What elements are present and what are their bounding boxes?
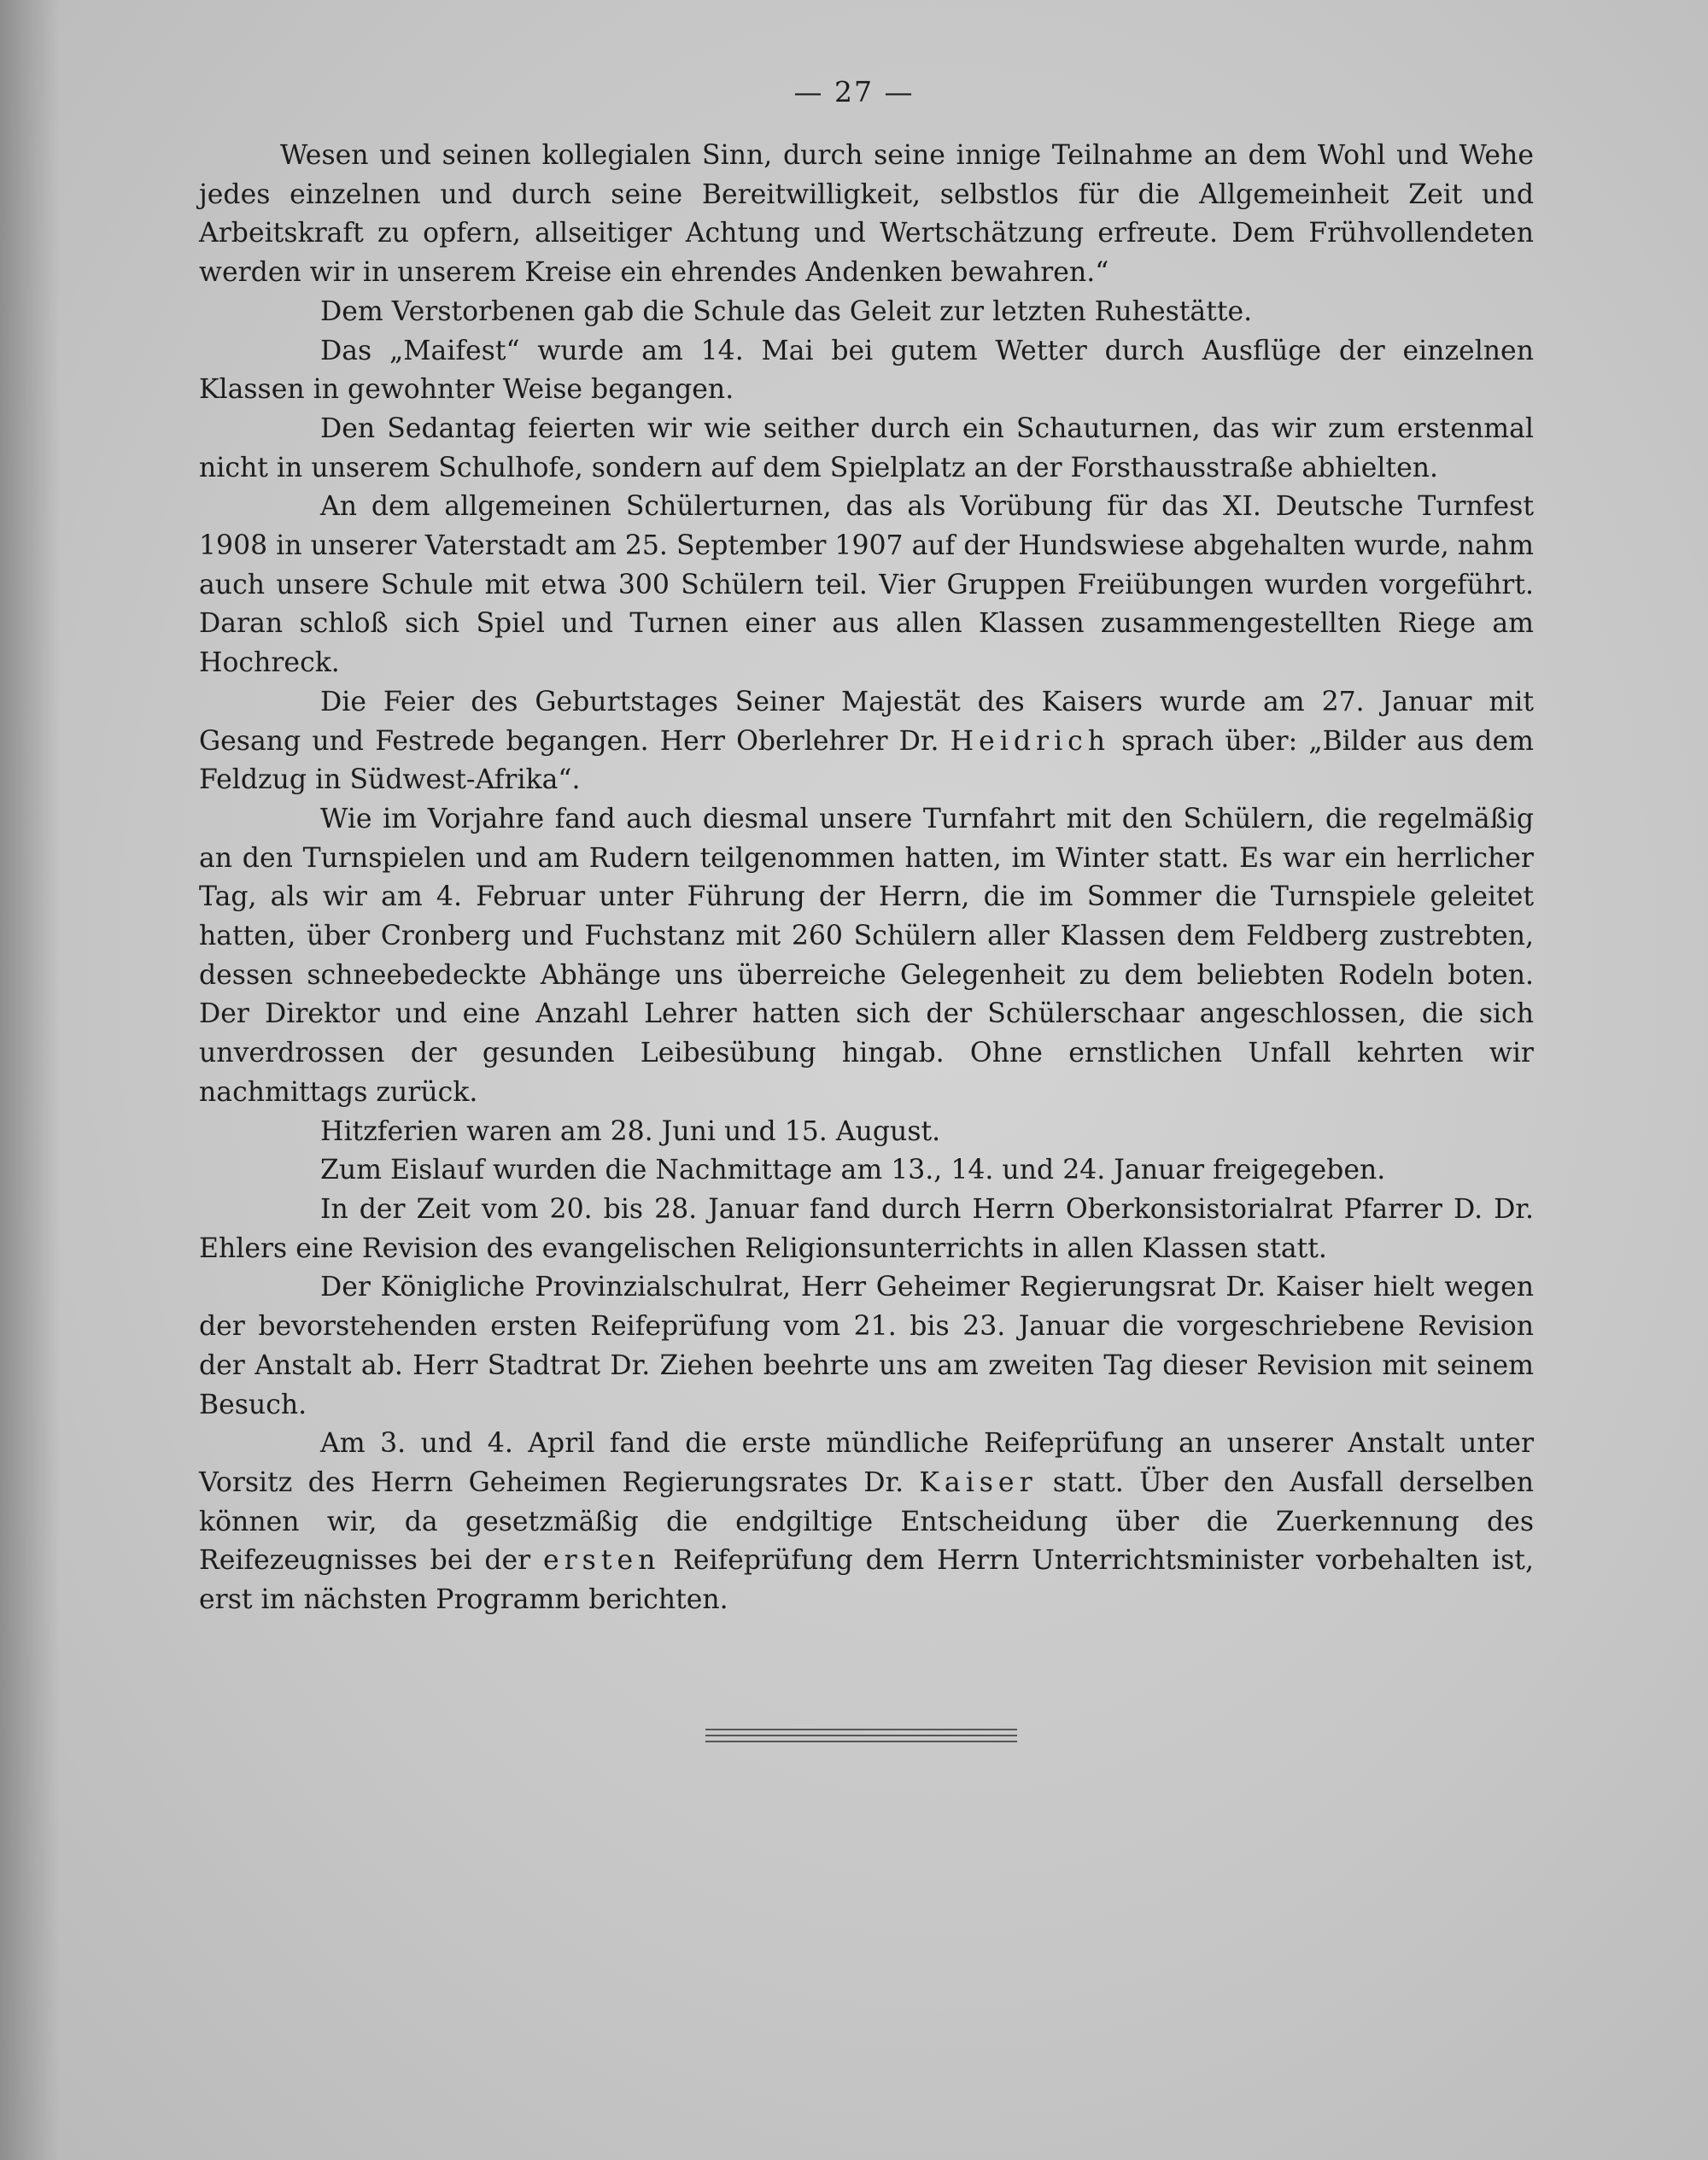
paragraph-religionsrevision: In der Zeit vom 20. bis 28. Januar fand durch Herrn Oberkonsistorialrat Pfarrer D. Dr. Ehlers eine Revision des evangelischen Religionsunterrichts in allen Klassen statt. (199, 1193, 1534, 1264)
paragraph-kaisers-geburtstag: Die Feier des Geburtstages Seiner Majestät des Kaisers wurde am 27. Januar mit Gesang und Festrede begangen. Herr Oberlehrer Dr. Heidrich sprach über: „Bilder aus dem Feldzug in Südwest-Afrika“. (199, 686, 1534, 796)
scan-edge-shadow (0, 0, 60, 2160)
paragraph-turnfahrt: Wie im Vorjahre fand auch diesmal unsere Turnfahrt mit den Schülern, die regelmäßig an den Turnspielen und am Rudern teilgenommen hatten, im Winter statt. Es war ein herrlicher Tag, als wir am 4. Februar unter Führung der Herrn, die im Sommer die Turnspiele geleitet hatten, über Cronberg und Fuchstanz mit 260 Schülern aller Klassen dem Feldberg zustrebten, dessen schneebedeckte Abhänge uns überreiche Gelegenheit zu dem beliebten Rodeln boten. Der Direktor und eine Anzahl Lehrer hatten sich der Schülerschaar angeschlossen, die sich unverdrossen der gesunden Leibesübung hingab. Ohne ernstlichen Unfall kehrten wir nachmittags zurück. (199, 803, 1534, 1108)
closing-rule (705, 1729, 1017, 1730)
paragraph-obituary-end: Wesen und seinen kollegialen Sinn, durch seine innige Teilnahme an dem Wohl und Wehe jedes einzelnen und durch seine Bereitwilligkeit, selbstlos für die Allgemeinheit Zeit und Arbeitskraft zu opfern, allseitiger Achtung und Wertschätzung erfreute. Dem Frühvollendeten werden wir in unserem Kreise ein ehrendes Andenken bewahren.“ (199, 140, 1534, 289)
paragraph-hitzferien: Hitzferien waren am 28. Juni und 15. August. (320, 1115, 941, 1147)
paragraph-maifest: Das „Maifest“ wurde am 14. Mai bei gutem Wetter durch Ausflüge der einzelnen Klassen in gewohnter Weise begangen. (199, 335, 1534, 406)
paragraph-funeral: Dem Verstorbenen gab die Schule das Geleit zur letzten Ruhestätte. (320, 296, 1253, 327)
paragraph-schuelerturnen: An dem allgemeinen Schülerturnen, das als Vorübung für das XI. Deutsche Turnfest 1908 in unserer Vaterstadt am 25. September 1907 auf der Hundswiese abgehalten wurde, nahm auch unsere Schule mit etwa 300 Schülern teil. Vier Gruppen Freiübungen wurden vorgeführt. Daran schloß sich Spiel und Turnen einer aus allen Klassen zusammengestellten Riege am Hochreck. (199, 491, 1534, 679)
report-text (199, 137, 1534, 1620)
paragraph-reifepruefung: Am 3. und 4. April fand die erste mündliche Reifeprüfung an unserer Anstalt unter Vorsitz des Herrn Geheimen Regierungsrates Dr. Kaiser statt. Über den Ausfall derselben können wir, da gesetzmäßig die endgiltige Entscheidung über die Zuerkennung des Reifezeugnisses bei der ersten Reifeprüfung dem Herrn Unterrichtsminister vorbehalten ist, erst im nächsten Programm berichten. (199, 1428, 1534, 1616)
page-number: — 27 — (793, 75, 915, 108)
closing-rule (705, 1735, 1017, 1736)
paragraph-sedantag: Den Sedantag feierten wir wie seither durch ein Schauturnen, das wir zum erstenmal nicht in unserem Schulhofe, sondern auf dem Spielplatz an der Forsthausstraße abhielten. (199, 413, 1534, 483)
paragraph-eislauf: Zum Eislauf wurden die Nachmittage am 13., 14. und 24. Januar freigegeben. (320, 1155, 1386, 1186)
paragraph-schulrat-revision: Der Königliche Provinzialschulrat, Herr Geheimer Regierungsrat Dr. Kaiser hielt wegen der bevorstehenden ersten Reifeprüfung vom 21. bis 23. Januar die vorgeschriebene Revision der Anstalt ab. Herr Stadtrat Dr. Ziehen beehrte uns am zweiten Tag dieser Revision mit seinem Besuch. (199, 1272, 1534, 1420)
closing-rule (705, 1741, 1017, 1742)
spaced-name: Kaiser (919, 1466, 1038, 1498)
spaced-name: Heidrich (950, 725, 1111, 757)
spaced-word: ersten (542, 1545, 661, 1577)
